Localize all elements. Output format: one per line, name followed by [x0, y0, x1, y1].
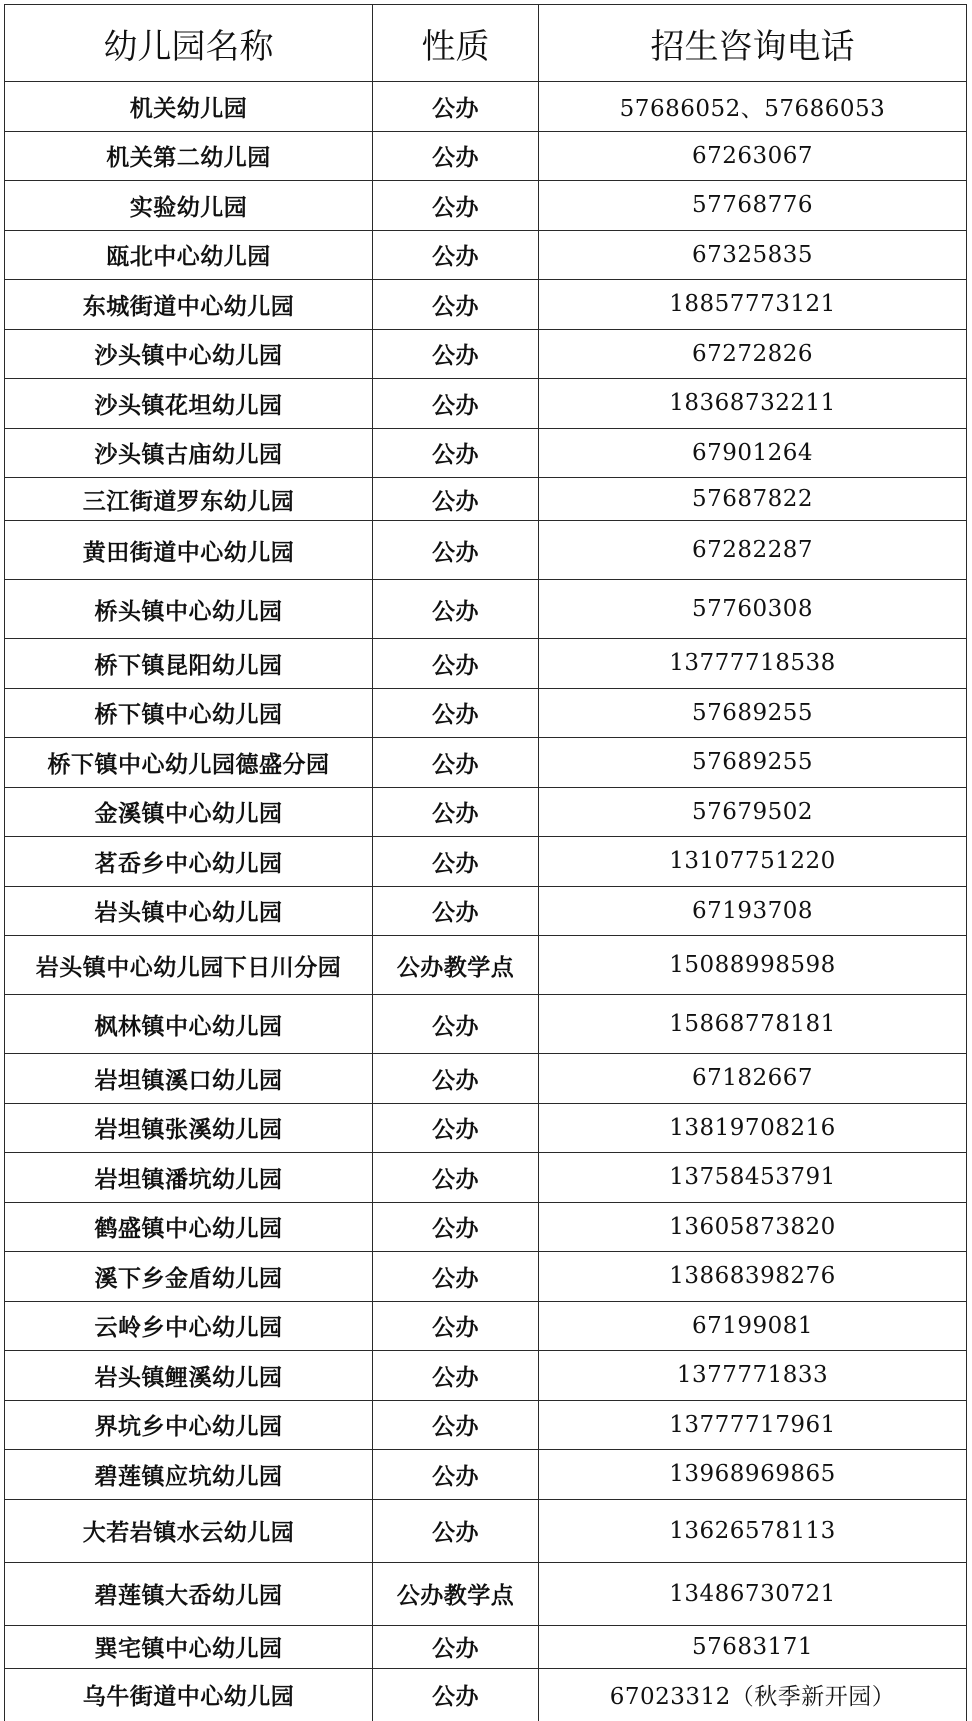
table-row: [5, 230, 967, 280]
cell-kindergarten-name: 界坑乡中心幼儿园: [5, 1400, 373, 1450]
cell-kindergarten-name: 乌牛街道中心幼儿园: [5, 1668, 373, 1721]
cell-type: 公办: [373, 1450, 539, 1500]
cell-phone: 67199081: [539, 1301, 967, 1351]
cell-type: 公办教学点: [373, 936, 539, 995]
cell-phone: 57683171: [539, 1625, 967, 1668]
cell-kindergarten-name: 大若岩镇水云幼儿园: [5, 1499, 373, 1562]
table-row: [5, 886, 967, 936]
cell-kindergarten-name: 桥下镇昆阳幼儿园: [5, 639, 373, 689]
cell-kindergarten-name: 岩坦镇张溪幼儿园: [5, 1103, 373, 1153]
cell-kindergarten-name: 桥头镇中心幼儿园: [5, 580, 373, 639]
cell-type: 公办: [373, 787, 539, 837]
cell-kindergarten-name: 沙头镇古庙幼儿园: [5, 428, 373, 478]
cell-kindergarten-name: 瓯北中心幼儿园: [5, 230, 373, 280]
cell-type: 公办: [373, 738, 539, 788]
cell-kindergarten-name: 岩坦镇溪口幼儿园: [5, 1054, 373, 1104]
cell-phone: 13107751220: [539, 837, 967, 887]
cell-phone: 57768776: [539, 181, 967, 231]
cell-kindergarten-name: 溪下乡金盾幼儿园: [5, 1252, 373, 1302]
table-row: [5, 521, 967, 580]
table-row: [5, 1625, 967, 1668]
cell-phone: 13626578113: [539, 1499, 967, 1562]
cell-phone: 13777718538: [539, 639, 967, 689]
table-row: [5, 131, 967, 181]
cell-type: 公办: [373, 280, 539, 330]
cell-kindergarten-name: 云岭乡中心幼儿园: [5, 1301, 373, 1351]
cell-type: 公办: [373, 995, 539, 1054]
cell-type: 公办: [373, 580, 539, 639]
cell-type: 公办: [373, 688, 539, 738]
table-row: [5, 1054, 967, 1104]
table-row: [5, 329, 967, 379]
cell-type: 公办: [373, 886, 539, 936]
cell-type: 公办: [373, 1351, 539, 1401]
table-row: [5, 936, 967, 995]
cell-phone: 57689255: [539, 688, 967, 738]
cell-kindergarten-name: 金溪镇中心幼儿园: [5, 787, 373, 837]
table-row: [5, 738, 967, 788]
cell-phone: 67193708: [539, 886, 967, 936]
cell-phone: 67325835: [539, 230, 967, 280]
cell-phone: 18857773121: [539, 280, 967, 330]
table-header-row: [5, 5, 967, 82]
table-row: [5, 379, 967, 429]
cell-kindergarten-name: 三江街道罗东幼儿园: [5, 478, 373, 521]
cell-type: 公办: [373, 1668, 539, 1721]
cell-phone: 57689255: [539, 738, 967, 788]
cell-kindergarten-name: 东城街道中心幼儿园: [5, 280, 373, 330]
table-row: [5, 1153, 967, 1203]
cell-type: 公办教学点: [373, 1562, 539, 1625]
cell-kindergarten-name: 岩头镇中心幼儿园: [5, 886, 373, 936]
cell-kindergarten-name: 沙头镇中心幼儿园: [5, 329, 373, 379]
cell-phone: 13819708216: [539, 1103, 967, 1153]
cell-type: 公办: [373, 1252, 539, 1302]
cell-phone: 13868398276: [539, 1252, 967, 1302]
table-row: [5, 1252, 967, 1302]
table-row: [5, 478, 967, 521]
cell-kindergarten-name: 桥下镇中心幼儿园: [5, 688, 373, 738]
cell-type: 公办: [373, 837, 539, 887]
cell-phone: 15868778181: [539, 995, 967, 1054]
cell-kindergarten-name: 茗岙乡中心幼儿园: [5, 837, 373, 887]
table-row: [5, 1103, 967, 1153]
cell-kindergarten-name: 实验幼儿园: [5, 181, 373, 231]
table-row: [5, 837, 967, 887]
cell-type: 公办: [373, 1301, 539, 1351]
table-row: [5, 1562, 967, 1625]
cell-phone: 18368732211: [539, 379, 967, 429]
cell-phone: 57687822: [539, 478, 967, 521]
header-phone: 招生咨询电话: [539, 5, 967, 82]
table-row: [5, 1668, 967, 1721]
cell-type: 公办: [373, 1400, 539, 1450]
cell-kindergarten-name: 碧莲镇应坑幼儿园: [5, 1450, 373, 1500]
cell-type: 公办: [373, 1103, 539, 1153]
table-row: [5, 1450, 967, 1500]
cell-phone: 67272826: [539, 329, 967, 379]
cell-type: 公办: [373, 1153, 539, 1203]
table-row: [5, 1301, 967, 1351]
cell-phone: 13605873820: [539, 1202, 967, 1252]
cell-phone: 13777717961: [539, 1400, 967, 1450]
table-row: [5, 639, 967, 689]
cell-type: 公办: [373, 379, 539, 429]
cell-phone: 67901264: [539, 428, 967, 478]
cell-type: 公办: [373, 82, 539, 132]
cell-kindergarten-name: 沙头镇花坦幼儿园: [5, 379, 373, 429]
cell-type: 公办: [373, 329, 539, 379]
kindergarten-table: [4, 4, 967, 1721]
table-row: [5, 688, 967, 738]
cell-phone: 67263067: [539, 131, 967, 181]
cell-kindergarten-name: 机关第二幼儿园: [5, 131, 373, 181]
cell-type: 公办: [373, 478, 539, 521]
cell-kindergarten-name: 巽宅镇中心幼儿园: [5, 1625, 373, 1668]
cell-phone: 13758453791: [539, 1153, 967, 1203]
cell-type: 公办: [373, 131, 539, 181]
cell-phone: 57760308: [539, 580, 967, 639]
cell-phone: 1377771833: [539, 1351, 967, 1401]
cell-type: 公办: [373, 1202, 539, 1252]
table-row: [5, 280, 967, 330]
cell-kindergarten-name: 枫林镇中心幼儿园: [5, 995, 373, 1054]
cell-phone: 57679502: [539, 787, 967, 837]
cell-kindergarten-name: 桥下镇中心幼儿园德盛分园: [5, 738, 373, 788]
cell-phone: 15088998598: [539, 936, 967, 995]
table-row: [5, 1499, 967, 1562]
cell-type: 公办: [373, 1054, 539, 1104]
cell-type: 公办: [373, 181, 539, 231]
cell-type: 公办: [373, 1625, 539, 1668]
header-type: 性质: [373, 5, 539, 82]
cell-kindergarten-name: 黄田街道中心幼儿园: [5, 521, 373, 580]
cell-phone: 67023312（秋季新开园）: [539, 1668, 967, 1721]
table-row: [5, 787, 967, 837]
cell-type: 公办: [373, 428, 539, 478]
cell-kindergarten-name: 机关幼儿园: [5, 82, 373, 132]
cell-phone: 67282287: [539, 521, 967, 580]
cell-kindergarten-name: 鹤盛镇中心幼儿园: [5, 1202, 373, 1252]
cell-kindergarten-name: 岩头镇中心幼儿园下日川分园: [5, 936, 373, 995]
table-row: [5, 82, 967, 132]
cell-type: 公办: [373, 639, 539, 689]
cell-type: 公办: [373, 1499, 539, 1562]
cell-kindergarten-name: 碧莲镇大岙幼儿园: [5, 1562, 373, 1625]
cell-kindergarten-name: 岩坦镇潘坑幼儿园: [5, 1153, 373, 1203]
table-row: [5, 580, 967, 639]
cell-phone: 57686052、57686053: [539, 82, 967, 132]
cell-type: 公办: [373, 230, 539, 280]
table-row: [5, 1351, 967, 1401]
table-row: [5, 1400, 967, 1450]
cell-phone: 67182667: [539, 1054, 967, 1104]
table-row: [5, 1202, 967, 1252]
cell-phone: 13968969865: [539, 1450, 967, 1500]
table-row: [5, 995, 967, 1054]
table-row: [5, 428, 967, 478]
header-name: 幼儿园名称: [5, 5, 373, 82]
table-row: [5, 181, 967, 231]
cell-kindergarten-name: 岩头镇鲤溪幼儿园: [5, 1351, 373, 1401]
cell-type: 公办: [373, 521, 539, 580]
cell-phone: 13486730721: [539, 1562, 967, 1625]
